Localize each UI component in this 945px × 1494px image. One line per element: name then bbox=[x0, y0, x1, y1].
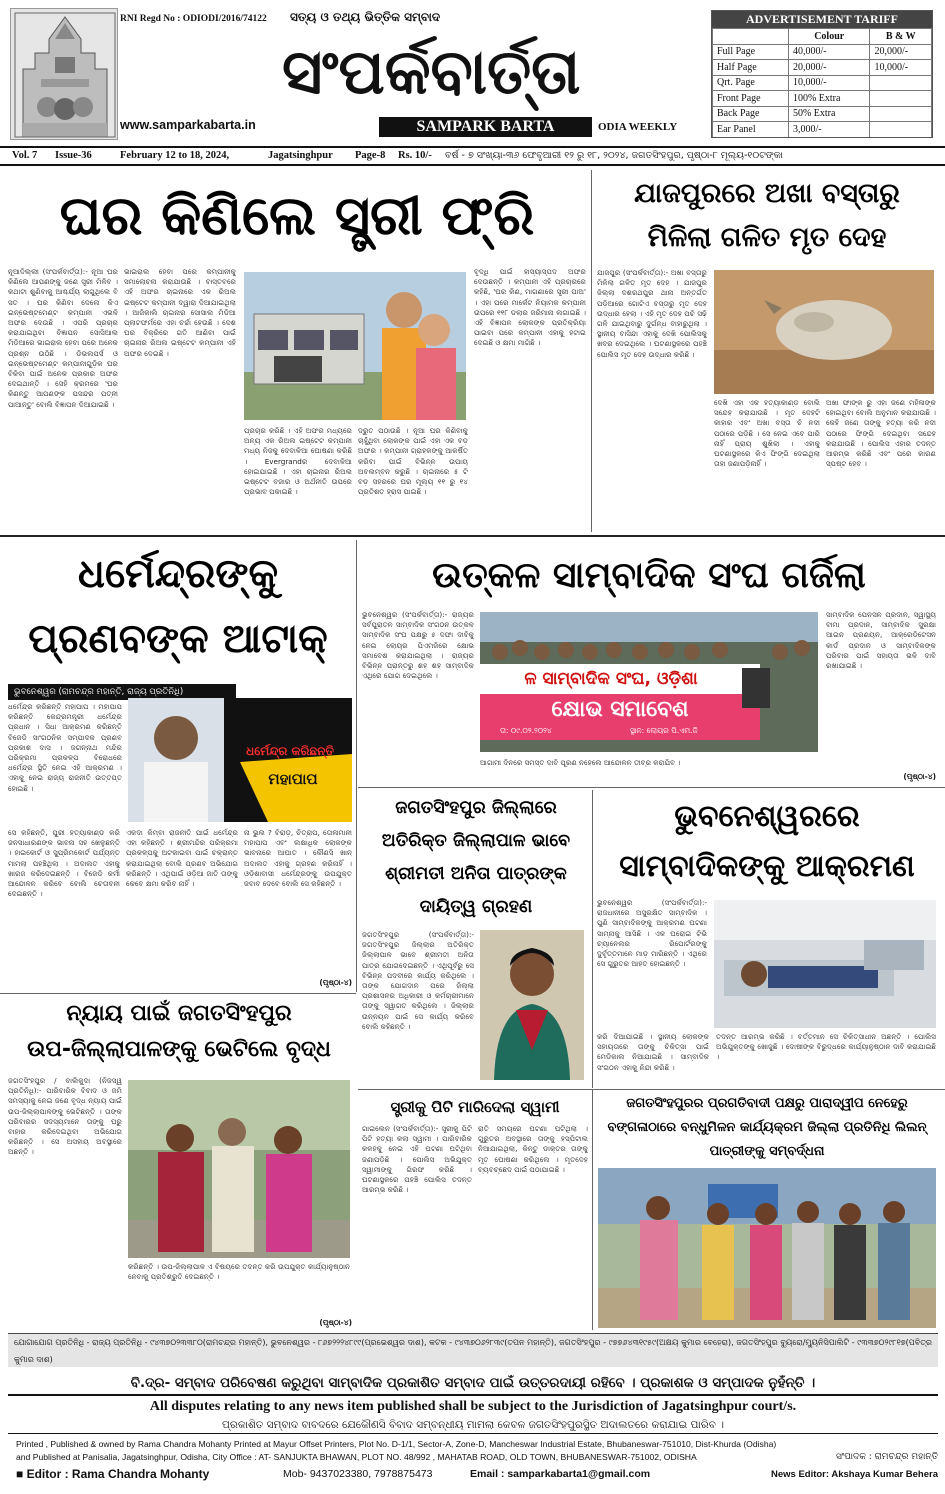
dateline-odia: ବର୍ଷ - ୭ ସଂଖ୍ୟା-୩୬ ଫେବୃଆରୀ ୧୨ ରୁ ୧୮, ୨୦୨୪, ଜଗତସିଂହପୁର, ପୃଷ୍ଠା-୮ ମୂଲ୍ୟ-୧୦ଟଙ୍କା bbox=[445, 150, 783, 161]
masthead-tagline: ସତ୍ୟ ଓ ତଥ୍ୟ ଭିତ୍ତିକ ସମ୍ବାଦ bbox=[290, 10, 441, 24]
bullet-icon: ■ bbox=[16, 1467, 27, 1481]
issue-date: February 12 to 18, 2024, bbox=[120, 150, 230, 161]
s1-col3: ପ୍ରଚାର କରିଛି । ଏହି ଅଫର ମଧ୍ୟରେ ଅନ୍ୟ ଏକ ରିଅଲ ଇଷ୍ଟେଟ କମ୍ପାନୀ ମଧ୍ୟ ନିଜକୁ ଦେବାଳିଆ ଘୋଷଣା କରିଛି । Evergrandର ଦେବାଳିଆ ହୋଇଯାଇଛି । ଏହା ଚାଇନାର ରିଅଲ ଇଷ୍ଟେଟ ବଜାର ଓ ଅର୍ଥନୀତି ଉପରେ ପ୍ରଭାବ ପକାଇଛି । bbox=[244, 426, 352, 497]
anita-patra-photo bbox=[480, 930, 584, 1080]
mobile-numbers: Mob- 9437023380, 7978875473 bbox=[283, 1468, 433, 1480]
s3-col1: ସେ କହିଛନ୍ତି, ପୁରୀ ହତ୍ୟାକାଣ୍ଡ କରି ଜନସାଧାରଣଙ୍କ ଭାବନା ସହ ଖେଳୁଛନ୍ତି । ହାଇକୋର୍ଟ ଓ ସୁପ୍ରିମକୋର୍ଟ ପର୍ଯ୍ୟନ୍ତ ମାମଲା ପହଞ୍ଚିଥିଲା । ଅଦାଲତ ଏହାକୁ ଖାରଜ କରିଦେଇଛନ୍ତି । ବିଜେଡି କର୍ମୀ ଆନ୍ଦୋଳନ କରିବେ ବୋଲି ଚେତାବନୀ ଦେଇଛନ୍ତି । bbox=[8, 828, 120, 899]
masthead-title-odia: ସଂପର୍କବାର୍ତ୍ତା bbox=[282, 35, 581, 108]
felicitation-group-photo bbox=[598, 1168, 936, 1328]
s4-col1: ଭୁବନେଶ୍ୱର (ସଂପର୍କବାର୍ତ୍ତା):- ରାଜ୍ୟର ସର୍ବପୁରାତନ ସାମ୍ବାଦିକ ସଂଗଠନ ଉତ୍କଳ ସାମ୍ବାଦିକ ସଂଘ ପକ୍ଷରୁ ୫ ଦଫା ଦାବିକୁ ନେଇ ଲୋୟର ପିଏମଜିରେ କ୍ଷୋଭ ସମାବେଶ କରାଯାଇଥିଲା । ରାଜ୍ୟର ବିଭିନ୍ନ ପ୍ରାନ୍ତରୁ ଶହ ଶହ ସାମ୍ବାଦିକ ଏଥିରେ ଯୋଗ ଦେଇଥିଲେ । bbox=[362, 610, 474, 681]
headline-elderly-line1: ନ୍ୟାୟ ପାଇଁ ଜଗତସିଂହପୁର bbox=[66, 1001, 292, 1026]
couple-house-photo bbox=[244, 272, 466, 420]
pranab-photo bbox=[128, 698, 352, 822]
headline-dharmendra-line1: ଧର୍ମେନ୍ଦ୍ରଙ୍କୁ bbox=[77, 551, 279, 597]
headline-house-offer: ଘର କିଣିଲେ ସ୍ତ୍ରୀ ଫ୍ରି bbox=[59, 184, 535, 247]
tariff-row: Half Page 20,000/- 10,000/- bbox=[713, 60, 932, 76]
banner-line2: କ୍ଷୋଭ ସମାବେଶ bbox=[551, 697, 689, 722]
protest-rally-photo bbox=[480, 612, 818, 752]
s3-continued: (ପୃଷ୍ଠା-୪) bbox=[319, 978, 352, 987]
headline-felicitation: ଜଗତସିଂହପୁରର ପ୍ରଗତିବାଦୀ ପକ୍ଷରୁ ପାରାଦ୍ୱୀପ ନେହେରୁ ବଙ୍ଗଳାଠାରେ ବନ୍ଧୁମିଳନ କାର୍ଯ୍ୟକ୍ରମ ଜିଲ୍ଲା ପ୍ରତିନିଧି ଲିଲନ୍ ପାତ୍ରୀଙ୍କୁ ସମ୍ବର୍ଦ୍ଧନା bbox=[607, 1096, 927, 1159]
tariff-row: Qrt. Page 10,000/- bbox=[713, 75, 932, 91]
email-link[interactable]: Email : samparkabarta1@gmail.com bbox=[470, 1468, 651, 1480]
headline-elderly-line2: ଉପ-ଜିଲ୍ଲାପାଳଙ୍କୁ ଭେଟିଲେ ବୃଦ୍ଧ bbox=[27, 1037, 331, 1062]
contacts-strip: ଯୋଗାଯୋଗ ପ୍ରତିନିଧି - ରାଜ୍ୟ ପ୍ରତିନିଧି - ୯୪୩୭୦୨୩୩୮୦(ରାମଚନ୍ଦ୍ର ମହାନ୍ତି), ଭୁବନେଶ୍ୱର - ୮୬୭୨୨୨୪୮୯୯(ପ୍ରଭେଶ୍ୱର ଦାଶ), କଟକ - ୯୪୩୭୦୬୨୮୩୯(ତପନ ମହାନ୍ତି), ଜଗତସିଂହପୁର - ୯୭୭୬୪୩୧୯୫୯(ଅକ୍ଷୟ କୁମାର ବେହେରା), ଜଗତସିଂହପୁର ବ୍ୟୁରୋ/ମ୍ୟୁନିସିପାଲିଟି - ୯୩୩୭୦୨୯୮୧୭(ପବିତ୍ର କୁମାର ଦାଶ) bbox=[8, 1333, 938, 1367]
tariff-row: Front Page 100% Extra bbox=[713, 91, 932, 107]
headline-wife-killed: ସ୍ତ୍ରୀକୁ ପିଟି ମାରିଦେଲା ସ୍ୱାମୀ bbox=[390, 1098, 560, 1116]
banner-line1: ଳ ସାମ୍ବାଦିକ ସଂଘ, ଓଡ଼ିଶା bbox=[524, 669, 698, 689]
overlay-text-1: ଧର୍ମେନ୍ଦ୍ର କରିଛନ୍ତି bbox=[246, 744, 334, 758]
tariff-row: Full Page 40,000/- 20,000/- bbox=[713, 44, 932, 60]
tariff-row: Back Page 50% Extra bbox=[713, 106, 932, 122]
rni-number: RNI Regd No : ODIODI/2016/74122 bbox=[120, 14, 267, 24]
s8-col1: ଗାଇଲେନ (ସଂପର୍କବାର୍ତ୍ତା):- ସ୍ତ୍ରୀକୁ ପିଟି ପିଟି ହତ୍ୟା କଲା ସ୍ୱାମୀ । ପାରିବାରିକ କଳହକୁ ନେଇ ଏହି ଘଟଣା ଘଟିଥିବା ଜଣାପଡ଼ିଛି । ପୋଲିସ ଅଭିଯୁକ୍ତ ସ୍ୱାମୀଙ୍କୁ ଗିରଫ କରିଛି । ଘଟଣାସ୍ଥଳରେ ପହଞ୍ଚି ପୋଲିସ ତଦନ୍ତ ଆରମ୍ଭ କରିଛି । bbox=[362, 1124, 472, 1195]
sack-body-photo bbox=[714, 270, 934, 394]
tariff-header-colour: Colour bbox=[788, 29, 870, 45]
overlay-text-2: ମହାପାପ bbox=[268, 770, 318, 788]
banner-date: ତା: ୦୯.୦୨.୨୦୨୪ bbox=[500, 726, 552, 735]
advertisement-tariff bbox=[711, 10, 933, 138]
s4-continued: (ପୃଷ୍ଠା-୪) bbox=[903, 772, 936, 781]
tariff-header-bw: B & W bbox=[870, 29, 932, 45]
dateline bbox=[0, 146, 945, 166]
editor-odia: ସଂପାଦକ : ରାମଚନ୍ଦ୍ର ମହାନ୍ତି bbox=[836, 1452, 938, 1462]
s3-intro: ଧର୍ମେନ୍ଦ୍ର କରିଛନ୍ତି ମହାପାପ । ମହାପାପ କରିଛନ୍ତି କେନ୍ଦ୍ରମନ୍ତ୍ରୀ ଧର୍ମେନ୍ଦ୍ର ପ୍ରଧାନ । ସିଧା ଆକ୍ରମଣ କରିଛନ୍ତି ବିଜେଡି ସାଂଗଠନିକ ସମ୍ପାଦକ ପ୍ରଣବ ପ୍ରକାଶ ଦାସ । ଜଗନ୍ନାଥ ମନ୍ଦିର ପରିକ୍ରମା ପ୍ରକଳ୍ପ ବିରୋଧରେ ଧର୍ମେନ୍ଦ୍ର ସ୍ଥିତି ନେଇ ଏହି ଆକ୍ରମଣ । ଏହାକୁ ନେଇ ରାଜ୍ୟ ରାଜନୀତି ଉତ୍ତପ୍ତ ହୋଇଛି । bbox=[8, 702, 122, 793]
price: Rs. 10/- bbox=[398, 150, 432, 161]
s4-col3: ସାମ୍ବାଦିକ ପେନସନ ପ୍ରଦାନ, ସ୍ୱାସ୍ଥ୍ୟ ବୀମା ପ୍ରଦାନ, ସାମ୍ବାଦିକ ସୁରକ୍ଷା ଆଇନ ପ୍ରଣୟନ, ଆକ୍ରେଡିଟେସନ କାର୍ଡ ପ୍ରଦାନ ଓ ସାମ୍ବାଦିକଙ୍କ ପରିବାର ପାଇଁ ସହାୟତା ଭଳି ଦାବି ରଖାଯାଇଛି । bbox=[826, 610, 936, 671]
page-number: Page-8 bbox=[355, 150, 386, 161]
s3-byline: ଭୁବନେଶ୍ୱର (ରାମଚନ୍ଦ୍ର ମହାନ୍ତି, ରାଜ୍ୟ ପ୍ରତିନିଧି) bbox=[8, 684, 236, 700]
s1-col2: ଭାଇରାଲ ହେବା ପରେ କମ୍ପାନୀକୁ ସମାଲୋଚନା କରାଯାଉଛି । ବାସ୍ତବରେ ଏହି ଅଫର ଚାଇନାରେ ଏକ ରିଅଲ ଇଷ୍ଟେଟ କମ୍ପାନୀ ଦ୍ୱାରା ଦିଆଯାଇଥିଲା । ଆଜିକାଲି ଚାଇନାର ସୋସାଲ ମିଡିଆ ପ୍ଲାଟଫର୍ମରେ ଏହା ଚର୍ଚ୍ଚା ହେଉଛି । ଦେଶ ଘର ବିକ୍ରିରେ ଗତି ଆଣିବା ପାଇଁ ଚାଇନାର ରିଅଲ ଇଷ୍ଟେଟ କମ୍ପାନୀ ଏହି ଅଫର ଦେଇଛି । bbox=[124, 267, 236, 358]
headline-dharmendra-line2: ପ୍ରଣବଙ୍କ ଆଟାକ୍ bbox=[28, 616, 328, 662]
masthead-weekly: ODIA WEEKLY bbox=[598, 121, 678, 133]
s6-col2: ତଦନ୍ତ ଆରମ୍ଭ କରିଛି । ବର୍ତ୍ତମାନ ସେ ଚିକିତ୍ସାଧୀନ ଅଛନ୍ତି । ପୋଲିସ ଅଭିଯୁକ୍ତଙ୍କୁ ଖୋଜୁଛି । ଦୋଷୀଙ୍କ ବିରୁଦ୍ଧରେ କାର୍ଯ୍ୟାନୁଷ୍ଠାନ ଦାବି କରାଯାଇଛି । bbox=[716, 1032, 936, 1062]
s1-col5: ବୃଦ୍ଧି ପାଇଁ ହାସ୍ୟାସ୍ପଦ ଅଫର ଦେଉଛନ୍ତି । କମ୍ପାନୀ ଏହି ପ୍ରଚାରରେ କହିଛି, 'ଘର କିଣ, ମାଗଣାରେ ସ୍ତ୍ରୀ ପାଅ' । ଏହା ପରେ ମାର୍କେଟ ନିୟାମକ କମ୍ପାନୀ ଉପରେ ୧୧୮ ଡଲାର ଜରିମାନା ଲଗାଇଛି । ଏହି ବିଜ୍ଞାପନ ଲୋକଙ୍କ ପ୍ରତିକ୍ରିୟା ପାଇବା ପରେ କମ୍ପାନୀ ଏହାକୁ ହଟାଇ ଦେଇଛି ଓ କ୍ଷମା ମାଗିଛି । bbox=[474, 267, 586, 348]
masthead-title-english: SAMPARK BARTA bbox=[379, 117, 592, 137]
s6-intro: ଭୁବନେଶ୍ୱର (ସଂପର୍କବାର୍ତ୍ତା):- ରାଜଧାନୀରେ ଅସୁରକ୍ଷିତ ସାମ୍ବାଦିକ । ପୁଣି ସାମ୍ବାଦିକଙ୍କୁ ଆକ୍ରମଣ ଘଟଣା ସାମ୍ନାକୁ ଆସିଛି । ଏକ ଘରୋଇ ଟିଭି ଚ୍ୟାନେଲର ରିପୋର୍ଟରଙ୍କୁ ଦୁର୍ବୃତ୍ତମାନେ ମାଡ଼ ମାରିଛନ୍ତି । ଏଥିରେ ସେ ଗୁରୁତର ଆହତ ହୋଇଛନ୍ତି । bbox=[597, 898, 707, 969]
masthead bbox=[0, 0, 945, 145]
headline-utkal-journalists: ଉତ୍କଳ ସାମ୍ବାଦିକ ସଂଘ ଗର୍ଜିଲା bbox=[432, 555, 866, 596]
disclaimer-odia: ବି.ଦ୍ର- ସମ୍ବାଦ ପରିବେଷଣ କରୁଥିବା ସାମ୍ବାଦିକ ପ୍ରକାଶିତ ସମ୍ବାଦ ପାଇଁ ଉତ୍ତରଦାୟୀ ରହିବେ । ପ୍ରକାଶକ ଓ ସମ୍ପାଦକ ନୁହଁନ୍ତି । bbox=[8, 1370, 938, 1396]
volume: Vol. 7 bbox=[12, 150, 38, 161]
temple-logo bbox=[10, 8, 118, 140]
s6-col1: କରି ଦିଆଯାଇଛି । ସ୍ଥାନୀୟ ଲୋକଙ୍କ ସହାୟତାରେ ତାଙ୍କୁ ଚିକିତ୍ସା ପାଇଁ ମେଡିକାଲ ନିଆଯାଇଛି । ସାମ୍ବାଦିକ ସଂଗଠନ ଏହାକୁ ନିନ୍ଦା କରିଛି । bbox=[597, 1032, 709, 1072]
temple-illustration-icon bbox=[11, 9, 118, 140]
s1-col1: ନୂଆଦିଲ୍ଲୀ (ସଂପର୍କବାର୍ତ୍ତା):- ନୂଆ ଘର କିଣିଲେ ଆପଣଙ୍କୁ ଜଣେ ସ୍ତ୍ରୀ ମିଳିବ । କଥାଟା ଶୁଣିବାକୁ ଆଶ୍ଚର୍ଯ୍ୟ ଲାଗୁଥିଲେ ବି ସତ । ଘର କିଣିବା ଦେଲେ କିଏ ଇନ୍‌ଭେଷ୍ଟମେଣ୍ଟ କମ୍ପାନୀ ଏଭଳି ଅଫର ଦେଉଛି । ଏପରି ପ୍ରଚାର କରାଯାଇଥିବା ବିଜ୍ଞାପନ ସୋସିଆଲ ମିଡିଆରେ ଭାଇରାଲ ହେବା ପରେ ଅନେକ ପ୍ରଶ୍ନ ଉଠିଛି । ଡିଭଲପର୍ସ ଓ ଇନ୍‌ଭେଷ୍ଟମେଣ୍ଟ କମ୍ପାନୀଗୁଡ଼ିକ ଘର ବିକିବା ପାଇଁ ଅନେକ ପ୍ରକାର ଅଫର ଦେଇଥାନ୍ତି । ସେହି କ୍ରମରେ 'ଘର କିଣନ୍ତୁ ଆପଣଙ୍କ ପସନ୍ଦର ପତ୍ନୀ ପାଆନ୍ତୁ' ବୋଲି ବିଜ୍ଞାପନ ଦିଆଯାଇଛି । bbox=[8, 267, 118, 409]
disclaimer-english: All disputes relating to any news item published shall be subject to the Jurisdiction of Jagatsinghpur court/s. bbox=[149, 1399, 797, 1414]
s3-col2: ଏକଦା କିମ୍ବା ରାଜନୀତି ପାଇଁ ଧର୍ମେନ୍ଦ୍ର ଏହା କହିଛନ୍ତି । ଶ୍ରୀମନ୍ଦିର ପରିକ୍ରମା ପ୍ରକଳ୍ପକୁ ଅଟକାଇବା ପାଇଁ ଚକ୍ରାନ୍ତ କରାଯାଇଥିଲା ବୋଲି ପ୍ରଣବ ଅଭିଯୋଗ କରିଛନ୍ତି । ଏଥିପାଇଁ ଓଡ଼ିଆ ଜାତି ତାଙ୍କୁ କେବେ କ୍ଷମା କରିବ ନାହିଁ । bbox=[126, 828, 238, 889]
s2-col2: ଅଖା ଫାଙ୍କ ରୁ ଏହା ଜଣେ ମହିଳାଙ୍କ ହୋଇଥିବା ବୋଲି ଅନୁମାନ କରାଯାଉଛି । କେହି ଜଣେ ତାଙ୍କୁ ହତ୍ୟା କରି ନଦୀ ପଠାରେ ଫିଙ୍ଗି ଦେଇଥିବା ସନ୍ଦେହ କରାଯାଉଛି । ପୋଲିସ ଏହାର ତଦନ୍ତ ଆରମ୍ଭ କରିଛି ଏବଂ ପରେ କାରଣ ସ୍ପଷ୍ଟ ହେବ । bbox=[826, 398, 936, 469]
tariff-row: Ear Panel 3,000/- bbox=[713, 122, 932, 138]
headline-jajpur-line1: ଯାଜପୁରରେ ଅଖା ବସ୍ତାରୁ bbox=[634, 178, 900, 209]
editor-label: Editor : Rama Chandra Mohanty bbox=[26, 1467, 210, 1481]
news-editor: News Editor: Akshaya Kumar Behera bbox=[770, 1469, 938, 1480]
s4-col2: ଆଗାମୀ ଦିନରେ ସମସ୍ତ ଦାବି ପୂରଣ ନହେଲେ ଆନ୍ଦୋଳନ ତୀବ୍ର କରାଯିବ । bbox=[480, 758, 681, 767]
injured-journalist-photo bbox=[714, 900, 936, 1028]
headline-journalist-attack-line1: ଭୁବନେଶ୍ୱରରେ bbox=[674, 799, 860, 834]
s8-col2: ରାତି ସମୟରେ ଘଟଣା ଘଟିଥିଲା । ଗୁରୁତର ଅବସ୍ଥାରେ ତାଙ୍କୁ ହସ୍ପିଟାଲ ନିଆଯାଇଥିଲା, କିନ୍ତୁ ଡାକ୍ତର ତାଙ୍କୁ ମୃତ ଘୋଷଣା କରିଥିଲେ । ମୃତଦେହ ବ୍ୟବଚ୍ଛେଦ ପାଇଁ ପଠାଯାଇଛି । bbox=[478, 1124, 588, 1174]
imprint-line2: and Published at Panisalia, Jagatsinghpur, Odisha, City Office : AT- SANJUKTA BHAWAN, PLOT NO. 48/992 , MAHATAB ROAD, OLD TOWN, BHUBANESWAR-751002, ODISHA bbox=[16, 1452, 697, 1462]
headline-journalist-attack-line2: ସାମ୍ବାଦିକଙ୍କୁ ଆକ୍ରମଣ bbox=[619, 849, 915, 884]
s7-col1: ଜଗତସିଂହପୁର / ବାଲିକୁଦା (ନିଜସ୍ୱ ପ୍ରତିନିଧି):- ପାରିବାରିକ ବିବାଦ ଓ ଜମି ସମସ୍ୟାକୁ ନେଇ ଜଣେ ବୃଦ୍ଧ ନ୍ୟାୟ ପାଇଁ ଉପ-ଜିଲ୍ଲାପାଳଙ୍କୁ ଭେଟିଛନ୍ତି । ତାଙ୍କ ପରିବାରର ସଦସ୍ୟମାନେ ତାଙ୍କୁ ଘରୁ ବାହାର କରିଦେଇଥିବା ଅଭିଯୋଗ କରିଛନ୍ତି । ସେ ଅସହାୟ ଅବସ୍ଥାରେ ଅଛନ୍ତି । bbox=[8, 1076, 122, 1157]
elderly-visit-photo bbox=[128, 1080, 350, 1258]
s2-intro: ଯାଜପୁର (ସଂପର୍କବାର୍ତ୍ତା):- ଅଖା ବସ୍ତାରୁ ମିଳିଲା ଗଳିତ ମୃତ ଦେହ । ଯାଜପୁର ଜିଲ୍ଲା ଦଶରଥପୁର ଥାନା ଅନ୍ତର୍ଗତ ପଡ଼ିଆରେ ଗୋଟିଏ ବସ୍ତାରୁ ମୃତ ଦେହ ଉଦ୍ଧାର ହେଲା । ଏହି ମୃତ ଦେହ ପଚି ସଢ଼ି ଗଳି ଯାଇଥିବାରୁ ଦୁର୍ଗନ୍ଧ ବାହାରୁଥିଲା । ସ୍ଥାନୀୟ ବାସିନ୍ଦା ଏହାକୁ ଦେଖି ପୋଲିସକୁ ଖବର ଦେଇଥିଲେ । ଘଟଣାସ୍ଥଳରେ ପହଞ୍ଚି ପୋଲିସ ମୃତ ଦେହ ଉଦ୍ଧାର କରିଛି । bbox=[597, 268, 707, 359]
headline-jajpur-line2: ମିଳିଲା ଗଳିତ ମୃତ ଦେହ bbox=[647, 222, 887, 253]
banner-place: ସ୍ଥାନ: ଲୋୟର ପି.ଏମ.ଜି bbox=[630, 726, 698, 735]
imprint-line1: Printed , Published & owned by Rama Chandra Mohanty Printed at Mayur Offset Printers, Plot No. D-1/1, Sector-A, Zone-D, Mancheswar Industrial Estate, Bhubaneswar-751010, Dist-Khurda (Odisha) bbox=[16, 1439, 777, 1449]
s2-col1: ଦେଖି ଏହା ଏକ ହତ୍ୟାକାଣ୍ଡ ବୋଲି ସନ୍ଦେହ କରାଯାଉଛି । ମୃତ ଦେହଟି କାହାର ଏବଂ ଅଖା ବସ୍ତା ଚି ନଦୀ ପଠାରେ ପଡ଼ିଛି । ସେ ନେଇ ଏବେ ପାରି ନାହିଁ ପ୍ରାୟ ଶୁଖିଲା । ଏହାକୁ ଘଟଣାସ୍ଥଳରେ କିଏ ଫିଙ୍ଗି ଦେଇଥିଲା ତାହା ଜଣାପଡ଼ିନାହିଁ । bbox=[714, 398, 820, 469]
editor-name bbox=[16, 1466, 266, 1482]
tariff-title: ADVERTISEMENT TARIFF bbox=[712, 11, 932, 28]
website-link[interactable]: www.samparkabarta.in bbox=[120, 118, 256, 132]
s1-col4: ଦ୍ରୁତ ପଠାଉଛି । ନୂଆ ଘର କିଣିବାକୁ ଚାହୁଁଥିବା ଲୋକଙ୍କ ପାଇଁ ଏହା ଏକ ବଡ଼ ଅଫର । କମ୍ପାନୀ ଗ୍ରାହକଙ୍କୁ ଆକର୍ଷିତ କରିବା ପାଇଁ ବିଭିନ୍ନ ଉପାୟ ଅବଲମ୍ବନ କରୁଛି । ଚାଇନାରେ ୫ ଟି ବଡ଼ ସହରରେ ଘର ମୂଲ୍ୟ ୧୧ ରୁ ୧୪ ପ୍ରତିଶତ ହ୍ରାସ ପାଇଛି । bbox=[358, 426, 468, 497]
place: Jagatsinghpur bbox=[268, 150, 333, 161]
issue: Issue-36 bbox=[55, 150, 92, 161]
s3-col3: ନା ଭୁଲ ? ବିରାଡ଼, ଚିତ୍ରାପ, ତୋଳାମାନୀ ମହାପାପ ଏବଂ ଲକ୍ଷାଧିକ ଲୋକଙ୍କ ଭାବନାରେ ଆଘାତ । କୌଣସି ଖାନ୍ ଅଦାଲତ ଏହାକୁ ଗ୍ରହଣ କରିନାହିଁ । ଓଡ଼ିଶାବାସୀ ଧର୍ମେନ୍ଦ୍ରଙ୍କୁ ଉପଯୁକ୍ତ ଜବାବ ଦେବେ ବୋଲି ସେ କହିଛନ୍ତି । bbox=[244, 828, 352, 889]
s7-continued: (ପୃଷ୍ଠା-୪) bbox=[319, 1318, 352, 1327]
disclaimer-odia-2: ପ୍ରକାଶିତ ସମ୍ବାଦ ବାବଦରେ ଯେକୌଣସି ବିବାଦ ସମ୍ବନ୍ଧୀୟ ମାମଲା କେବଳ ଜଗତସିଂହପୁରସ୍ଥିତ ଅଦାଲତରେ କରାଯାଇ ପାରିବ । bbox=[8, 1416, 938, 1434]
s5-body: ଜଗତସିଂହପୁର (ସଂପର୍କବାର୍ତ୍ତା):- ଜଗତସିଂହପୁର ଜିଲ୍ଲାର ଅତିରିକ୍ତ ଜିଲ୍ଲାପାଳ ଭାବେ ଶ୍ରୀମତୀ ଅନିତା ପାତ୍ର ଯୋଗଦେଇଛନ୍ତି । ଏଥିପୂର୍ବରୁ ସେ ବିଭିନ୍ନ ପଦବୀରେ କାର୍ଯ୍ୟ କରିଥିଲେ । ତାଙ୍କ ଯୋଗଦାନ ପରେ ଜିଲ୍ଲା ପ୍ରଶାସନର ଅଧିକାରୀ ଓ କର୍ମଚାରୀମାନେ ତାଙ୍କୁ ସ୍ୱାଗତ କରିଥିଲେ । ଜିଲ୍ଲାର ଉନ୍ନୟନ ପାଇଁ ସେ କାର୍ଯ୍ୟ କରିବେ ବୋଲି କହିଛନ୍ତି । bbox=[362, 930, 474, 1031]
s7-col2: କରିଛନ୍ତି । ଉପ-ଜିଲ୍ଲାପାଳ ଏ ବିଷୟରେ ତଦନ୍ତ କରି ଉପଯୁକ୍ତ କାର୍ଯ୍ୟାନୁଷ୍ଠାନ ନେବାକୁ ପ୍ରତିଶ୍ରୁତି ଦେଇଛନ୍ତି । bbox=[128, 1262, 350, 1282]
headline-adm-joining: ଜଗତସିଂହପୁର ଜିଲ୍ଲାରେ ଅତିରିକ୍ତ ଜିଲ୍ଲାପାଳ ଭାବେ ଶ୍ରୀମତୀ ଅନିତା ପାତ୍ରଙ୍କ ଦାୟିତ୍ୱ ଗ୍ରହଣ bbox=[381, 798, 571, 917]
tariff-table bbox=[712, 28, 932, 138]
